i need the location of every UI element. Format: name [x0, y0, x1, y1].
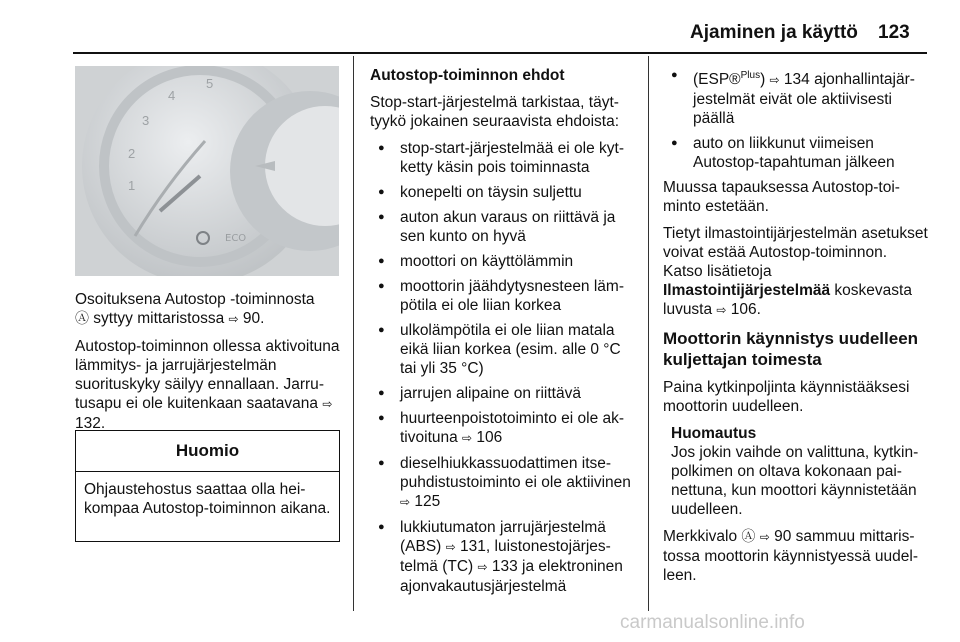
- section-title: Moottorin käynnistys uudelleen kuljettajan toimesta: [663, 329, 919, 370]
- text: syttyy mittaristossa: [89, 310, 229, 327]
- page-header-title: Ajaminen ja käyttö: [690, 22, 858, 43]
- link-climate[interactable]: Ilmastointijärjestelmää: [663, 282, 831, 300]
- instrument-cluster-image: [75, 66, 339, 276]
- note-block: [671, 424, 928, 519]
- text: ajonhallintajärjestelmät eivät ole aktiivisesti päällä: [693, 71, 915, 128]
- paragraph-climate: [663, 224, 928, 320]
- list-item: [370, 409, 632, 448]
- watermark: carmanualsonline.info: [620, 612, 805, 633]
- page-ref-icon: ⇨: [400, 495, 411, 509]
- list-item: ● jarrujen alipaine on riittävä: [370, 384, 632, 403]
- paragraph-performance: [75, 337, 340, 433]
- page-ref[interactable]: 131: [460, 538, 486, 555]
- list-item: ● konepelti on täysin suljettu: [370, 183, 632, 202]
- paragraph-restart: Paina kytkinpoljinta käynnistääksesi moottorin uudelleen.: [663, 379, 910, 416]
- header-rule: [73, 52, 927, 54]
- gauge-number-2: 2: [128, 146, 136, 161]
- instrument-cluster-illustration: [75, 66, 339, 276]
- text: koskevasta luvusta: [663, 282, 912, 319]
- list-item: [370, 454, 632, 512]
- page-ref[interactable]: 90: [774, 528, 792, 546]
- gauge-number-4: 4: [168, 88, 176, 103]
- notice-title: Huomio: [76, 431, 339, 472]
- column-divider-1: [353, 56, 354, 611]
- text: dieselhiukkassuodattimen itsepuhdistustoiminto ei ole aktiivinen: [400, 455, 631, 491]
- text: ja elektroninen ajonvakautusjärjestelmä: [400, 558, 623, 595]
- conditions-list: [370, 139, 632, 596]
- paragraph-indicator-off: [663, 527, 928, 585]
- page-ref-icon: ⇨: [477, 560, 488, 574]
- column-2: [370, 66, 632, 602]
- text: Autostop-toiminnon ollessa aktivoituna lämmitys- ja jarrujärjestelmän suorituskyky säilyy ennallaan. Jarrutusapu ei ole kuitenkaan saatavana: [75, 338, 340, 412]
- page-ref[interactable]: 134: [783, 71, 810, 89]
- list-item: ● moottorin jäähdytysnesteen lämpötila ei ole liian korkea: [370, 277, 632, 315]
- text: , luistonestojärjestelmä (TC): [400, 538, 611, 575]
- list-item: ● stop-start-järjestelmää ei ole kytketty käsin pois toiminnasta: [370, 139, 632, 177]
- text: sammuu mittaristossa moottorin käynnistyessä uudelleen.: [663, 528, 919, 585]
- note-heading: Huomautus: [671, 425, 757, 443]
- paragraph-cancel: Muussa tapauksessa Autostop-toiminto estetään.: [663, 179, 900, 216]
- page-ref[interactable]: 125: [414, 493, 441, 510]
- gauge-number-5: 5: [206, 76, 214, 91]
- page-ref-icon: ⇨: [462, 431, 473, 445]
- gauge-number-3: 3: [142, 113, 150, 128]
- paragraph-intro: Stop-start-järjestelmä tarkistaa, täyttyykö jokainen seuraavista ehdoista:: [370, 94, 620, 130]
- autostop-icon: Ⓐ: [75, 311, 89, 327]
- page-ref-icon: ⇨: [769, 73, 780, 88]
- column-3: [663, 66, 928, 593]
- text: Tietyt ilmastointijärjestelmän asetukset voivat estää Autostop-toiminnon. Katso lisätietoja: [663, 225, 928, 281]
- page-ref[interactable]: 106.: [730, 301, 761, 319]
- page-ref[interactable]: 90.: [242, 310, 265, 327]
- column-1: [75, 290, 340, 441]
- page-ref-icon: ⇨: [759, 530, 770, 545]
- text: (ESP®: [693, 71, 741, 89]
- page-ref[interactable]: 133: [491, 558, 518, 575]
- gauge-number-1: 1: [128, 178, 136, 193]
- text: huurteenpoistotoiminto ei ole aktivoituna: [400, 410, 625, 446]
- page-number: 123: [878, 22, 910, 43]
- conditions-list-continued: [663, 66, 928, 172]
- page-ref[interactable]: 132.: [75, 415, 106, 432]
- subheading-conditions: Autostop-toiminnon ehdot: [370, 67, 565, 84]
- list-item: [370, 518, 632, 596]
- superscript: Plus: [740, 70, 761, 81]
- text: Osoituksena Autostop -toiminnosta: [75, 291, 315, 308]
- text: Merkkivalo: [663, 528, 742, 546]
- list-item: ● auto on liikkunut viimeisen Autostop-tapahtuman jälkeen: [663, 134, 928, 172]
- text: lukkiutumaton jarrujärjestelmä (ABS): [400, 519, 606, 555]
- list-item: ● moottori on käyttölämmin: [370, 252, 632, 271]
- notice-body: Ohjaustehostus saattaa olla heikompaa Autostop-toiminnon aikana.: [84, 481, 331, 517]
- page-ref-icon: ⇨: [445, 540, 456, 554]
- autostop-icon: Ⓐ: [741, 529, 756, 546]
- svg-text:ECO: ECO: [225, 233, 247, 244]
- column-divider-2: [648, 56, 649, 611]
- notice-box: [75, 430, 340, 542]
- page-ref-icon: ⇨: [716, 303, 727, 318]
- paragraph-indicator: [75, 290, 340, 329]
- page-ref-icon: ⇨: [322, 397, 333, 411]
- list-item: ● ulkolämpötila ei ole liian matala eikä liian korkea (esim. alle 0 °C tai yli 35 °C): [370, 321, 632, 378]
- page-ref-icon: ⇨: [228, 312, 239, 326]
- list-item-continued: [663, 66, 928, 128]
- text: ): [760, 71, 770, 89]
- note-body: Jos jokin vaihde on valittuna, kytkinpolkimen on oltava kokonaan painettuna, kun moottori käynnistetään uudelleen.: [671, 444, 919, 519]
- page-ref[interactable]: 106: [476, 429, 503, 446]
- list-item: ● auton akun varaus on riittävä ja sen kunto on hyvä: [370, 208, 632, 246]
